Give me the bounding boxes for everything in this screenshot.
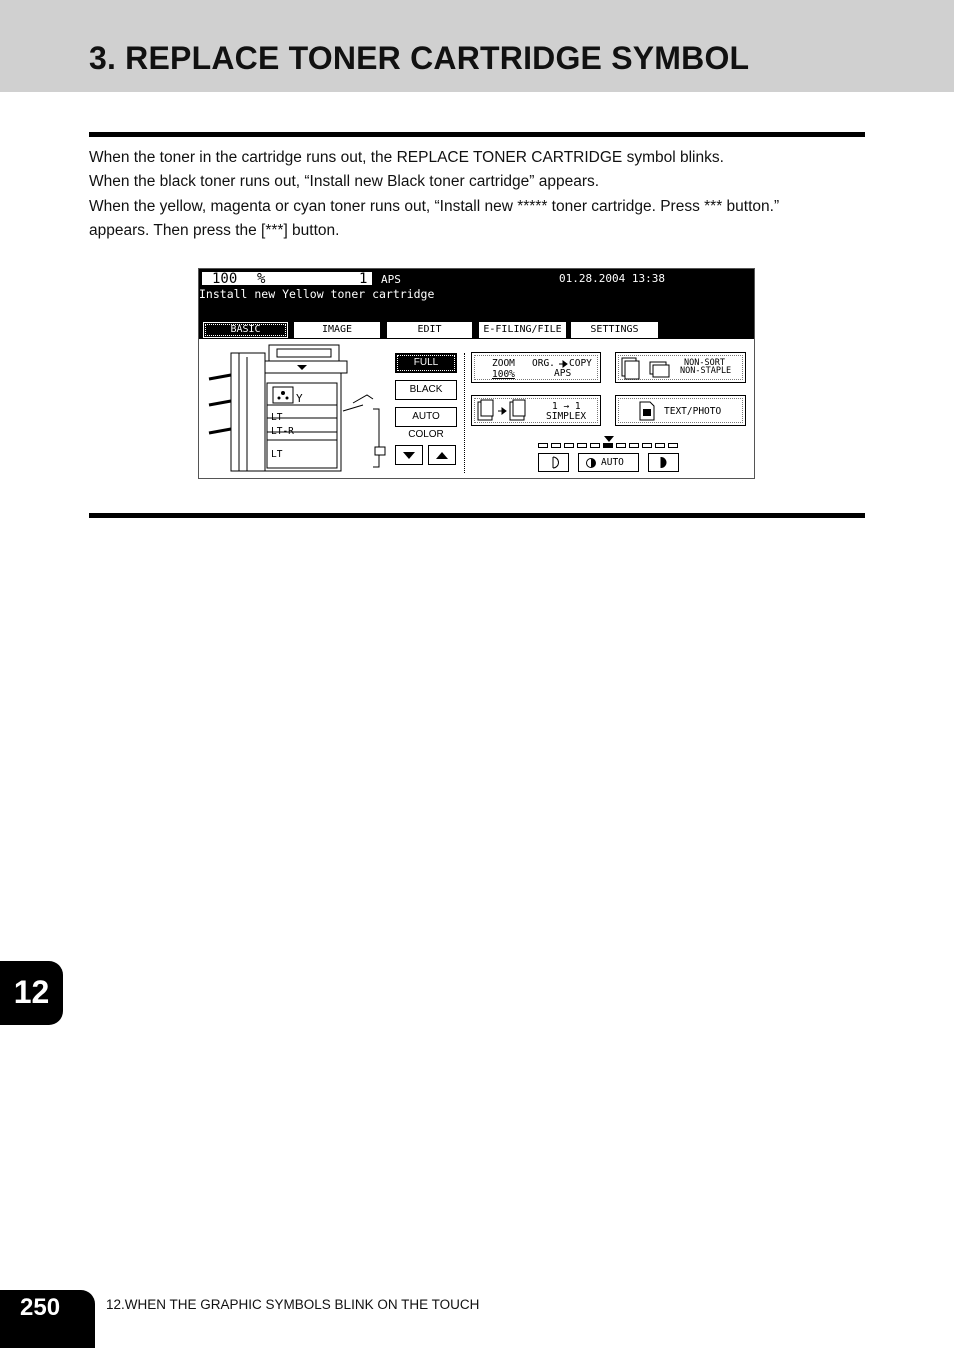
zoom-label: ZOOM	[492, 358, 515, 369]
panel-separator	[464, 353, 465, 473]
toner-indicator-label: Y	[296, 392, 303, 405]
auto-color-button[interactable]: AUTO COLOR	[395, 407, 457, 427]
half-moon-light-icon	[539, 454, 568, 471]
drawer-3-label: LT	[271, 449, 283, 460]
triangle-up-icon	[429, 446, 455, 464]
density-step	[642, 443, 652, 448]
zoom-paper-button[interactable]	[471, 352, 601, 383]
density-step	[551, 443, 561, 448]
black-button[interactable]: BLACK	[395, 380, 457, 400]
body-text	[89, 146, 865, 243]
original-mode-button[interactable]	[615, 395, 746, 426]
non-staple-label: NON-STAPLE	[680, 366, 732, 376]
copy-count: 1	[359, 271, 368, 287]
density-step	[577, 443, 587, 448]
auto-density-icon	[585, 457, 599, 469]
tab-basic[interactable]: BASIC	[203, 322, 288, 338]
zoom-unit: %	[257, 271, 266, 287]
half-moon-dark-icon	[649, 454, 678, 471]
text-photo-label: TEXT/PHOTO	[664, 406, 722, 417]
duplex-button[interactable]	[471, 395, 601, 426]
body-line-4: appears. Then press the [***] button.	[89, 221, 340, 239]
triangle-down-icon	[396, 446, 422, 464]
density-step	[668, 443, 678, 448]
footer-section-title: 12.WHEN THE GRAPHIC SYMBOLS BLINK ON THE TOUCH	[106, 1297, 480, 1312]
density-lighter-button[interactable]	[538, 453, 569, 472]
zoom-display	[201, 271, 373, 286]
auto-density-label: AUTO	[601, 457, 624, 468]
zoom-paper-label: APS	[554, 368, 572, 379]
non-sort-label: NON-SORT	[684, 358, 725, 368]
status-message: Install new Yellow toner cartridge	[199, 287, 435, 301]
sort-mode-icon	[620, 356, 672, 380]
text-photo-icon	[636, 400, 656, 422]
simplex-label: SIMPLEX	[546, 411, 587, 422]
full-color-button[interactable]: FULL	[395, 353, 457, 373]
arrow-up-button[interactable]	[428, 445, 456, 465]
density-step-current	[603, 443, 613, 448]
density-step	[616, 443, 626, 448]
density-step	[590, 443, 600, 448]
density-darker-button[interactable]	[648, 453, 679, 472]
tab-e-filing[interactable]: E-FILING/FILE	[479, 322, 566, 338]
machine-illustration-icon	[203, 343, 391, 475]
chapter-tab: 12	[0, 961, 63, 1025]
tab-edit[interactable]: EDIT	[387, 322, 472, 338]
density-step	[629, 443, 639, 448]
zoom-value: 100	[212, 271, 238, 287]
touch-panel	[198, 268, 755, 479]
drawer-2-label: LT-R	[271, 426, 294, 437]
finishing-button[interactable]	[615, 352, 746, 383]
density-pointer-icon	[603, 435, 615, 443]
top-rule	[89, 132, 865, 137]
body-line-2: When the black toner runs out, “Install new Black toner cartridge” appears.	[89, 173, 600, 191]
density-step	[564, 443, 574, 448]
duplex-icon	[476, 399, 532, 423]
body-line-1: When the toner in the cartridge runs out, the REPLACE TONER CARTRIDGE symbol blinks.	[89, 149, 724, 166]
page-number: 250	[20, 1294, 61, 1321]
zoom-value-label: 100%	[492, 369, 515, 380]
panel-status-area	[199, 269, 755, 339]
density-step	[538, 443, 548, 448]
arrow-down-button[interactable]	[395, 445, 423, 465]
density-auto-button[interactable]	[578, 453, 639, 472]
body-line-3: When the yellow, magenta or cyan toner runs out, “Install new ***** toner cartridge. Press *** button.”	[89, 197, 780, 215]
bottom-rule	[89, 513, 865, 518]
tab-image[interactable]: IMAGE	[294, 322, 380, 338]
date-time: 01.28.2004 13:38	[559, 272, 665, 285]
org-label: ORG.	[532, 358, 555, 369]
duplex-mode-label: 1 → 1	[552, 401, 581, 412]
paper-mode: APS	[381, 273, 401, 286]
tab-settings[interactable]: SETTINGS	[571, 322, 658, 338]
density-step	[655, 443, 665, 448]
page-title: 3. REPLACE TONER CARTRIDGE SYMBOL	[89, 40, 750, 76]
drawer-1-label: LT	[271, 412, 283, 423]
copy-label: COPY	[569, 358, 592, 369]
